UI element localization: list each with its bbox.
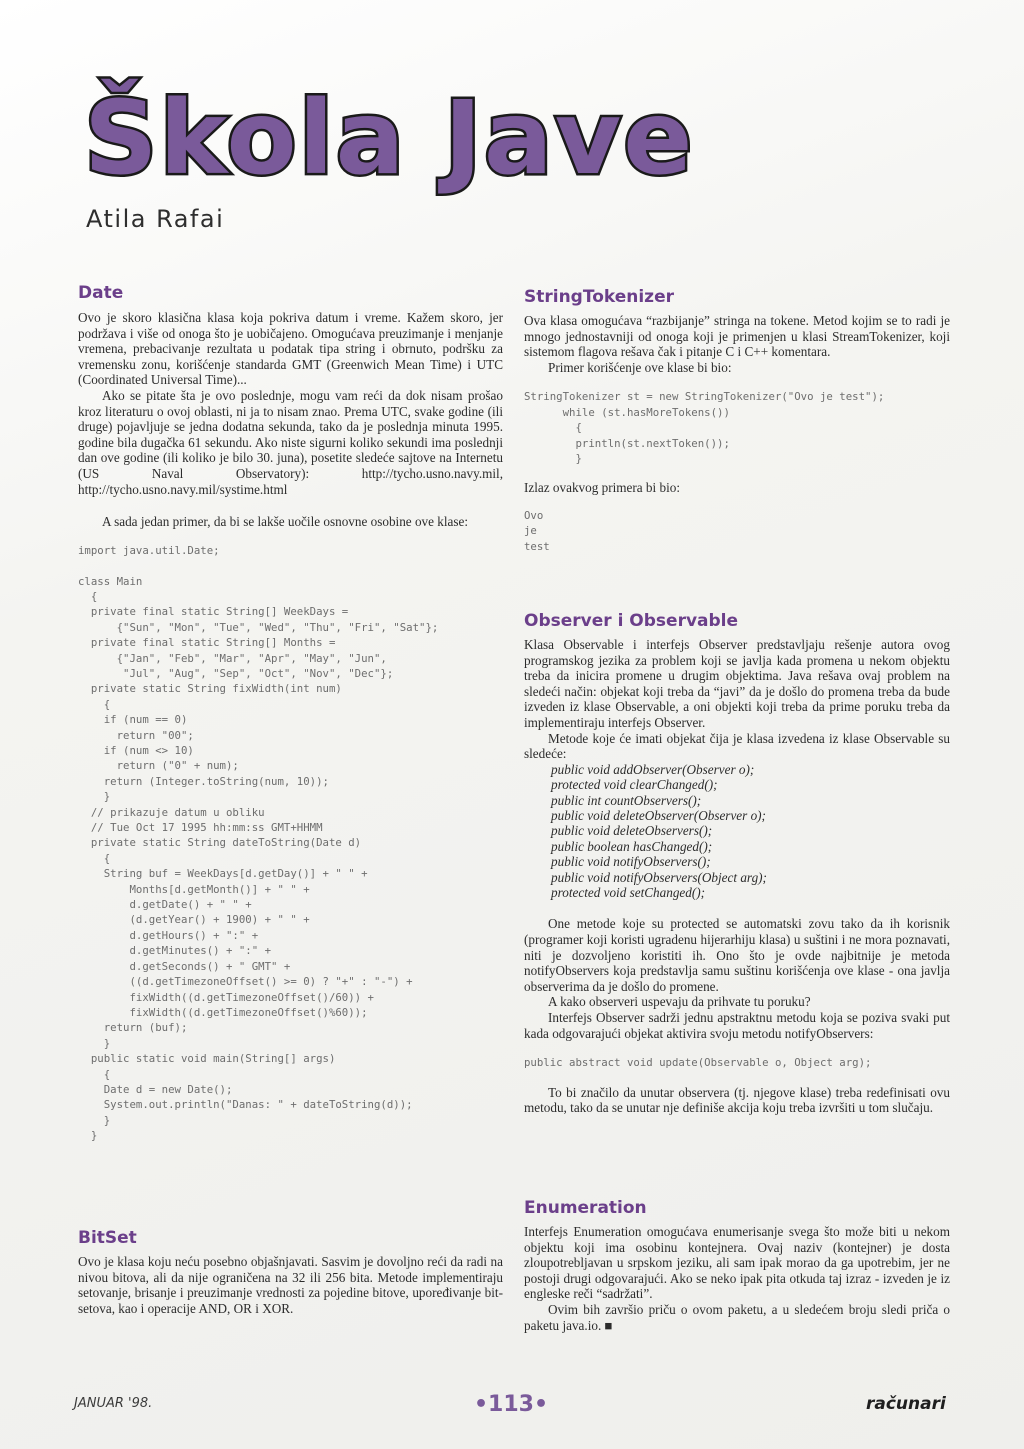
observer-paragraph-5: Interfejs Observer sadrži jednu apstraktnu metodu koja se poziva svaki put kada odgovarajući objekat aktivira svoju metodu notifyObservers:	[524, 1009, 950, 1041]
method-item: public void notifyObservers();	[551, 854, 711, 870]
tokenizer-paragraph-3: Izlaz ovakvog primera bi bio:	[524, 480, 680, 496]
observer-paragraph-2: Metode koje će imati objekat čija je klasa izvedena iz klase Observable su sledeće:	[524, 730, 950, 762]
enumeration-paragraph-2: Ovim bih završio priču o ovom paketu, a u sledećem broju sledi priča o paketu java.io. ■	[524, 1301, 950, 1333]
method-item: protected void clearChanged();	[551, 777, 718, 793]
bitset-paragraph: Ovo je klasa koju neću posebno objašnjavati. Sasvim je dovoljno reći da radi na nivou bitova, ali da nije ograničena na 32 ili 256 bita. Metode implementiraju setovanje, brisanje i preuzimanje vrednosti za pojedine bitove, upoređivanje bit-setova, kao i operacije AND, OR i XOR.	[78, 1254, 503, 1316]
method-item: public boolean hasChanged();	[551, 838, 713, 854]
date-paragraph-2: Ako se pitate šta je ovo poslednje, mogu vam reći da dok nisam prošao kroz literaturu o ovoj oblasti, ni ja to nisam znao. Prema UTC, svake godine (ili druge) pojavljuje se jedna dodatna sekunda, tako da je poslednja minuta 1995. godine bila dugačka 61 sekundu. Ako niste sigurni koliko sekundi ima poslednji dan ove godine (ili koliko je bilo 30. juna), posetite sledeće sajtove na Internetu (US Naval Observatory): http://tycho.usno.navy.mil, http://tycho.usno.navy.mil/systime.html	[78, 387, 503, 497]
observer-paragraph-3: One metode koje su protected se automatski zovu tako da ih korisnik (programer koji koristi ugradenu hijerarhiju klasa) u suštini i ne mora poznavati, niti je dozvoljeno koristiti ih. Ono što je ovde najbitnije je metoda notifyObservers koja predstavlja samu suštinu korišćenja ove klase - ona javlja observerima da je došlo do promene.	[524, 916, 950, 994]
method-item: public void notifyObservers(Object arg);	[551, 869, 767, 885]
article-title: Škola Jave	[84, 79, 695, 198]
enumeration-heading: Enumeration	[524, 1198, 647, 1218]
magazine-name: računari	[866, 1394, 946, 1414]
method-item: public int countObservers();	[551, 792, 702, 808]
observer-code-listing: public abstract void update(Observable o, Object arg);	[524, 1056, 872, 1070]
method-item: public void addObserver(Observer o);	[551, 761, 755, 777]
bitset-section	[78, 1228, 503, 1316]
date-heading: Date	[78, 283, 124, 303]
tokenizer-section	[524, 287, 950, 554]
observer-paragraph-1: Klasa Observable i interfejs Observer predstavljaju rešenje autora ovog programskog jezika za problem koji se javlja kada promena u nekom objektu treba da inicira promene u drugim objektima. Java rešava ovaj problem na sledeći način: objekat koji treba da “javi” da je došlo do promena treba da bude izveden iz klase Observable, a oni objekti koji treba da prime poruku treba da implementiraju interfejs Observer.	[524, 637, 950, 730]
date-paragraph-3: A sada jedan primer, da bi se lakše uočile osnovne osobine ove klase:	[102, 514, 469, 530]
enumeration-section	[524, 1198, 950, 1333]
tokenizer-heading: StringTokenizer	[524, 287, 674, 307]
observer-paragraph-6: To bi značilo da unutar observera (tj. njegove klase) treba redefinisati ovu metodu, tako da se unutar nje definiše akcija koju treba izvršiti u tom slučaju.	[524, 1084, 950, 1116]
observer-heading: Observer i Observable	[524, 611, 739, 631]
enumeration-paragraph-1: Interfejs Enumeration omogućava enumerisanje svega što može biti u nekom objektu koji ima osobinu kontejnera. Ovaj naziv (kontejner) je dosta zloupotrebljavan u srpskom jeziku, ali sam ipak morao da ga upotrebim, jer ne postoji drugi odgovarajući. Ako se neko ipak pita otkuda taj izraz - izveden je iz engleske reči “sadržati”.	[524, 1224, 950, 1302]
date-section	[78, 283, 503, 1144]
bitset-heading: BitSet	[78, 1228, 137, 1248]
method-item: public void deleteObservers();	[551, 823, 713, 839]
page-number: •113•	[474, 1392, 549, 1417]
observer-paragraph-4: A kako observeri uspevaju da prihvate tu poruku?	[548, 994, 811, 1010]
tokenizer-code-listing: StringTokenizer st = new StringTokenizer("Ovo je test"); while (st.hasMoreTokens()) { println(st.nextToken()); }	[524, 390, 885, 465]
tokenizer-paragraph-1: Ova klasa omogućava “razbijanje” stringa na tokene. Metod kojim se to radi je mnogo jednostavniji od onoga koji je primenjen u klasi StreamTokenizer, koji sistemom flagova rešava čak i pitanje C i C++ komentara.	[524, 313, 950, 360]
observer-section	[524, 611, 950, 1116]
tokenizer-output: Ovo je test	[524, 509, 550, 553]
issue-date: JANUAR '98.	[74, 1396, 153, 1411]
date-code-listing: import java.util.Date; class Main { private final static String[] WeekDays = {"Sun", "Mon", "Tue", "Wed", "Thu", "Fri", "Sat"}; private final static String[] Months = {"Jan", "Feb", "Mar", "Apr", "May", "Jun", "Jul", "Aug", "Sep", "Oct", "Nov", "Dec"}; private static String fixWidth(int num) { if (num == 0) return "00"; if (num <> 10) return ("0" + num); return (Integer.toString(num, 10)); } // prikazuje datum u obliku // Tue Oct 17 1995 hh:mm:ss GMT+HHMM private static String dateToString(Date d) { String buf = WeekDays[d.getDay()] + " " + Months[d.getMonth()] + " " + d.getDate() + " " + (d.getYear() + 1900) + " " + d.getHours() + ":" + d.getMinutes() + ":" + d.getSeconds() + " GMT" + ((d.getTimezoneOffset() >= 0) ? "+" : "-") + fixWidth((d.getTimezoneOffset()/60)) + fixWidth((d.getTimezoneOffset()%60)); return (buf); } public static void main(String[] args) { Date d = new Date(); System.out.println("Danas: " + dateToString(d)); } }	[78, 543, 439, 1143]
tokenizer-paragraph-2: Primer korišćenje ove klase bi bio:	[548, 359, 732, 375]
date-paragraph-1: Ovo je skoro klasična klasa koja pokriva datum i vreme. Kažem skoro, jer podržava i više od onoga što je uobičajeno. Omogućava preuzimanje i menjanje vremena, prebacivanje rezultata u podatak tipa string i obrnuto, podršku za vremensku zonu, korišćenje standarda GMT (Greenwich Mean Time) i UTC (Coordinated Universal Time)...	[78, 310, 503, 388]
method-item: public void deleteObserver(Observer o);	[551, 807, 766, 823]
observer-method-list	[524, 762, 950, 901]
article-author: Atila Rafai	[86, 205, 225, 233]
method-item: protected void setChanged();	[551, 885, 706, 900]
